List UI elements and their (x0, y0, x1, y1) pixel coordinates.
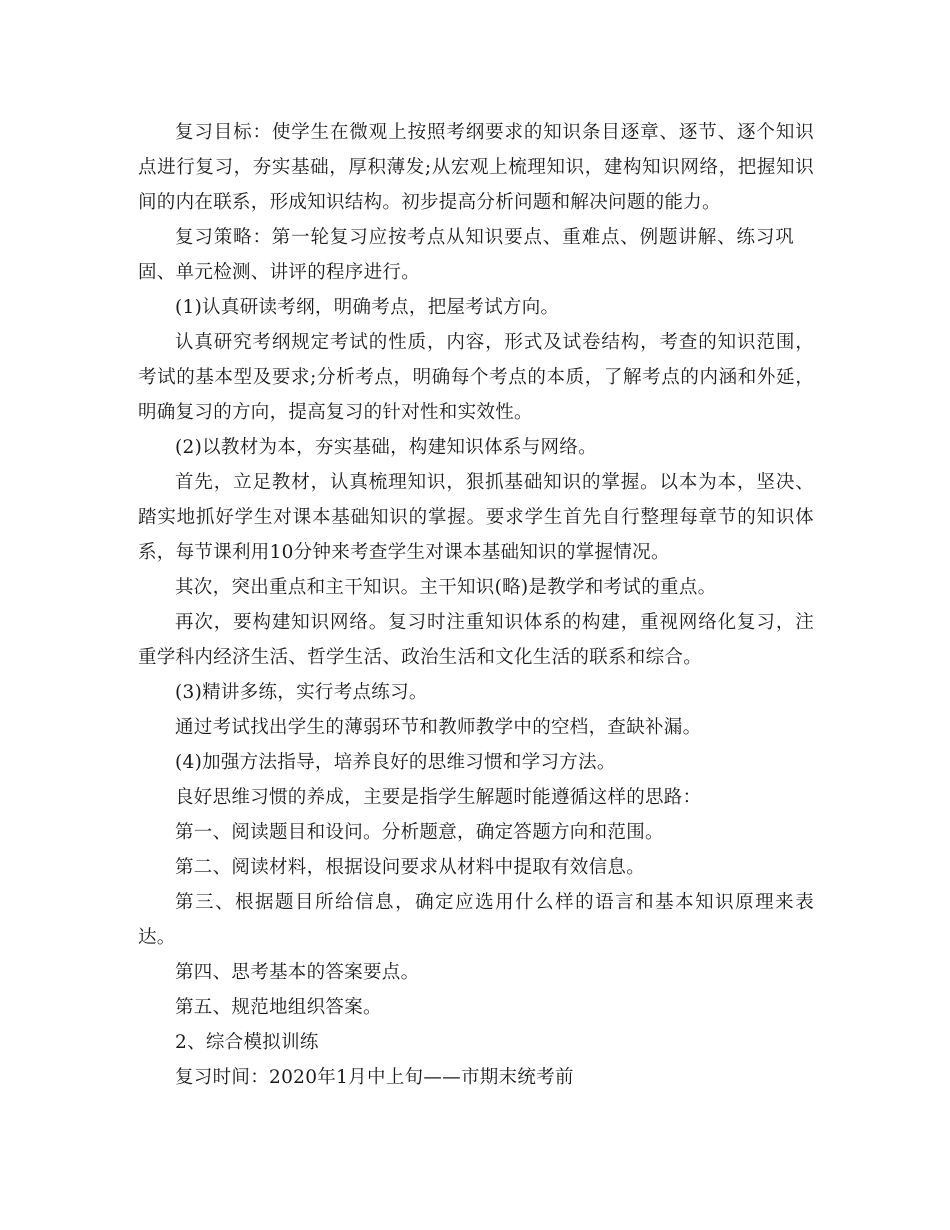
heading-study-syllabus: (1)认真研读考纲，明确考点，把屋考试方向。 (175, 297, 560, 318)
paragraph-review-time: 复习时间：2020年1月中上旬——市期末统考前 (175, 1067, 574, 1088)
step-one: 第一、阅读题目和设问。分析题意，确定答题方向和范围。 (175, 822, 664, 843)
heading-comprehensive-training: 2、综合模拟训练 (175, 1032, 319, 1053)
paragraph-second: 其次，突出重点和主干知识。主干知识(略)是教学和考试的重点。 (175, 577, 717, 598)
paragraph-first: 首先，立足教材，认真梳理知识，狠抓基础知识的掌握。以本为本，坚决、踏实地抓好学生对课本基础知识的掌握。要求学生首先自行整理每章节的知识体系，每节课利用10分钟来考查学生对课本基础知识的掌握情况。 (138, 472, 814, 563)
step-five: 第五、规范地组织答案。 (175, 997, 382, 1018)
heading-textbook-basis: (2)以教材为本，夯实基础，构建知识体系与网络。 (175, 437, 597, 458)
step-four: 第四、思考基本的答案要点。 (175, 962, 420, 983)
paragraph-third: 再次，要构建知识网络。复习时注重知识体系的构建，重视网络化复习，注重学科内经济生活、哲学生活、政治生活和文化生活的联系和综合。 (138, 612, 814, 668)
document-body (138, 115, 814, 1095)
paragraph-study-syllabus: 认真研究考纲规定考试的性质，内容，形式及试卷结构，考查的知识范围，考试的基本型及要求;分析考点，明确每个考点的本质，了解考点的内涵和外延，明确复习的方向，提高复习的针对性和实效性。 (138, 332, 814, 423)
heading-method-guidance: (4)加强方法指导，培养良好的思维习惯和学习方法。 (175, 752, 616, 773)
step-two: 第二、阅读材料，根据设问要求从材料中提取有效信息。 (175, 857, 646, 878)
step-three: 第三、根据题目所给信息，确定应选用什么样的语言和基本知识原理来表达。 (138, 892, 814, 948)
paragraph-review-goal: 复习目标：使学生在微观上按照考纲要求的知识条目逐章、逐节、逐个知识点进行复习，夯实基础，厚积薄发;从宏观上梳理知识，建构知识网络，把握知识间的内在联系，形成知识结构。初步提高分析问题和解决问题的能力。 (138, 122, 814, 213)
paragraph-thinking-habits: 良好思维习惯的养成，主要是指学生解题时能遵循这样的思路： (175, 787, 702, 808)
paragraph-practice: 通过考试找出学生的薄弱环节和教师教学中的空档，查缺补漏。 (175, 717, 702, 738)
paragraph-review-strategy: 复习策略：第一轮复习应按考点从知识要点、重难点、例题讲解、练习巩固、单元检测、讲评的程序进行。 (138, 227, 794, 283)
heading-practice: (3)精讲多练，实行考点练习。 (175, 682, 428, 703)
